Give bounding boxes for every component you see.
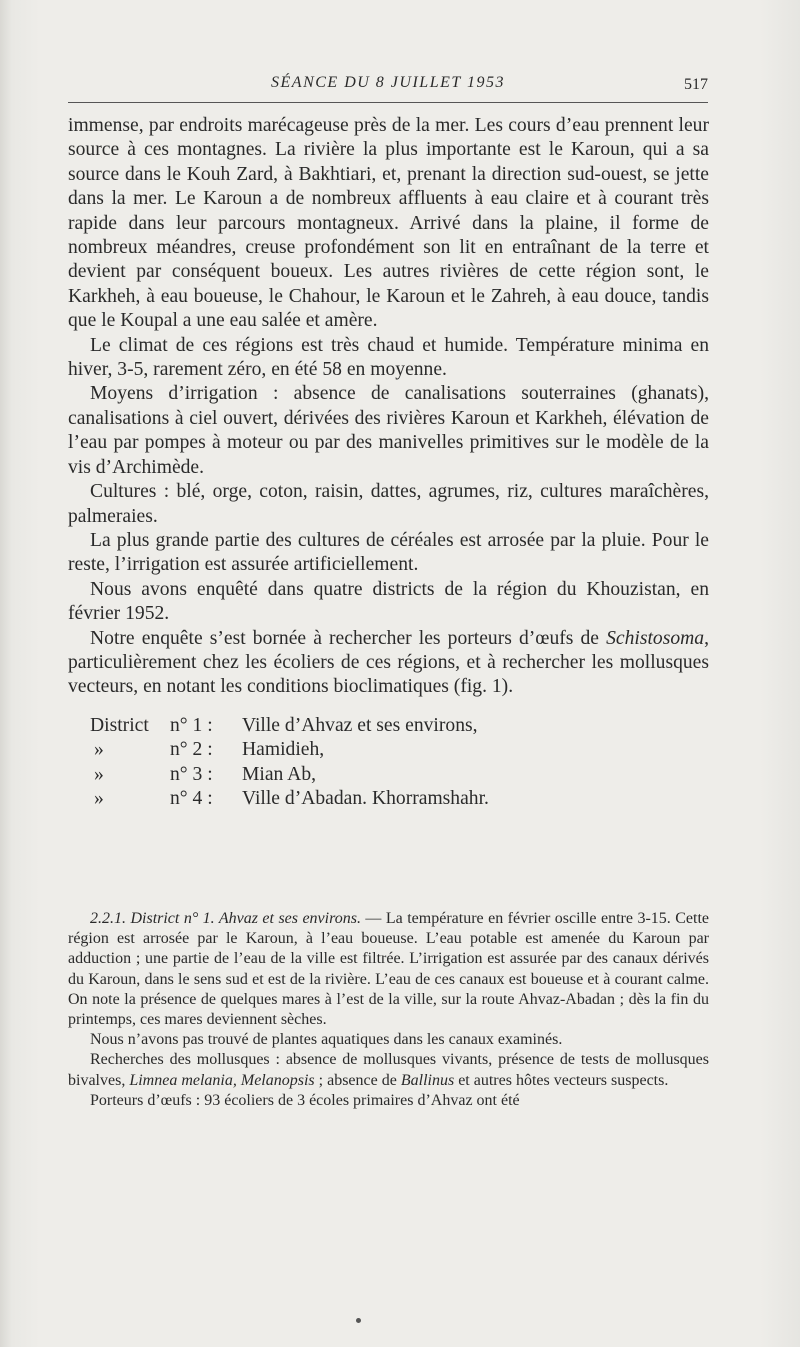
district-name: Ville d’Abadan. Khorramshahr. [242, 788, 489, 810]
district-name: Hamidieh, [242, 739, 325, 761]
paragraph-rivers: immense, par endroits marécageuse près de la mer. Les cours d’eau prennent leur source à ces montagnes. La rivière la plus importante est le Karoun, qui a sa source dans le Kouh Zard, à Bakhtiari, et, prenant la direction sud-ouest, se jette dans la mer. Le Karoun a de nombreux affluents à eau claire et à courant très rapide dans leur parcours montagneux. Arrivé dans la plaine, il forme de nombreux méandres, creuse profondément son lit en entraînant de la terre et devient par conséquent boueux. Les autres rivières de cette région sont, le Karkheh, à eau boueuse, le Chahour, le Karoun et le Zahreh, à eau douce, tandis que le Koupal a une eau salée et amère. [68, 115, 709, 332]
district-row [90, 714, 709, 739]
page-dot-mark [356, 1318, 361, 1323]
district-label: » [94, 763, 104, 785]
paragraph-plantes: Nous n’avons pas trouvé de plantes aquatiques dans les canaux examinés. [90, 1031, 563, 1049]
paragraph-cereals: La plus grande partie des cultures de céréales est arrosée par la pluie. Pour le reste, l’irrigation est assurée artificiellement. [68, 529, 709, 576]
mollusques-text-2: ; absence de [314, 1071, 401, 1089]
enquete-text-1: Notre enquête s’est bornée à rechercher les porteurs d’œufs de [90, 627, 607, 649]
schistosoma-term: Schistosoma [606, 627, 705, 649]
paragraph-mollusques [68, 1050, 709, 1090]
district-number: n° 2 : [170, 739, 213, 761]
district-row [90, 787, 709, 812]
district-label: District [90, 714, 149, 736]
paragraph-districts-intro: Nous avons enquêté dans quatre districts de la région du Khouzistan, en février 1952. [68, 578, 709, 625]
section-2-2-1 [68, 909, 709, 1111]
enquete-text-2: , particulièrement chez les écoliers de ces régions, et à rechercher les mollusques vecteurs, en notant les conditions bioclimatiques (fig. 1). [68, 627, 709, 698]
district-list [68, 714, 709, 812]
main-text [68, 114, 709, 812]
running-title: SÉANCE DU 8 JUILLET 1953 [271, 74, 505, 91]
mollusques-text-1: Recherches des mollusques : absence de mollusques vivants, présence de tests de mollusques bivalves, [68, 1051, 709, 1089]
page-header [68, 72, 708, 96]
section-2-2-1-paragraph [68, 909, 709, 1030]
ballinus-term: Ballinus [400, 1071, 455, 1089]
section-heading: 2.2.1. District n° 1. Ahvaz et ses environs. [90, 910, 361, 927]
district-number: n° 3 : [170, 763, 213, 785]
district-label: » [94, 739, 104, 761]
district-name: Ville d’Ahvaz et ses environs, [242, 714, 478, 736]
mollusques-text-3: et autres hôtes vecteurs suspects. [454, 1071, 669, 1089]
paragraph-cultures: Cultures : blé, orge, coton, raisin, dattes, agrumes, riz, cultures maraîchères, palmeraies. [68, 481, 709, 527]
page-number: 517 [684, 76, 708, 93]
paragraph-irrigation: Moyens d’irrigation : absence de canalisations souterraines (ghanats), canalisations à ciel ouvert, dérivées des rivières Karoun et Karkheh, élévation de l’eau par pompes à moteur ou par des manivelles primitives sur le modèle de la vis d’Archimède. [68, 383, 709, 478]
district-name: Mian Ab, [242, 763, 317, 785]
district-number: n° 4 : [170, 788, 213, 810]
mollusques-species: Limnea melania, Melanopsis [129, 1071, 315, 1089]
district-label: » [94, 788, 104, 810]
paragraph-porteurs: Porteurs d’œufs : 93 écoliers de 3 écoles primaires d’Ahvaz ont été [90, 1091, 520, 1109]
district-number: n° 1 : [170, 714, 213, 736]
paragraph-climate: Le climat de ces régions est très chaud et humide. Température minima en hiver, 3-5, rarement zéro, en été 58 en moyenne. [68, 334, 709, 381]
header-rule [68, 102, 708, 103]
section-text: — La température en février oscille entre 3-15. Cette région est arrosée par le Karoun, à l’eau boueuse. L’eau potable est amenée du Karoun par adduction ; une partie de l’eau de la ville est filtrée. L’irrigation est assurée par des canaux dérivés du Karoun, dans le sens sud et est de la rivière. L’eau de ces canaux est boueuse et à courant calme. On note la présence de quelques mares à l’est de la ville, sur la route Ahvaz-Abadan ; dès la fin du printemps, ces mares deviennent sèches. [68, 910, 709, 1029]
district-row [90, 763, 709, 788]
paragraph-enquete [68, 627, 709, 700]
district-row [90, 738, 709, 763]
